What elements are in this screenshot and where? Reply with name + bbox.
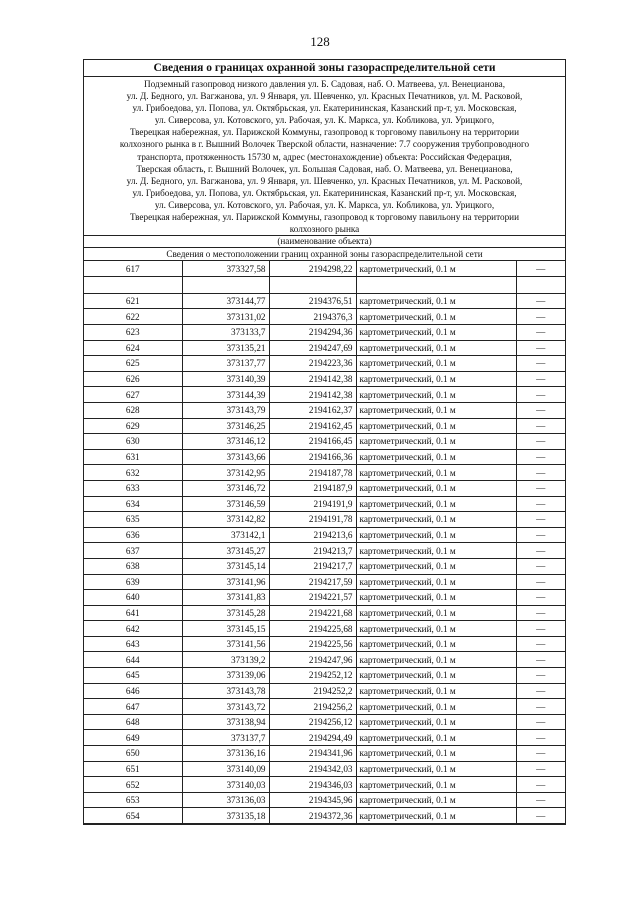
cell-coord-y: 2194294,49 <box>269 730 356 746</box>
cell-method: картометрический, 0.1 м <box>356 730 516 746</box>
cell-coord-y: 2194247,69 <box>269 340 356 356</box>
cell-point-number: 630 <box>84 434 182 450</box>
cell-method: картометрический, 0.1 м <box>356 325 516 341</box>
cell-coord-y: 2194225,68 <box>269 621 356 637</box>
cell-point-number: 642 <box>84 621 182 637</box>
table-row <box>84 808 565 824</box>
cell-coord-y: 2194162,45 <box>269 418 356 434</box>
cell-method <box>356 276 516 293</box>
cell-accuracy-dash: — <box>516 356 565 372</box>
cell-point-number: 647 <box>84 699 182 715</box>
description-line: Тверская область, г. Вышний Волочек, ул. Большая Садовая, наб. О. Матвеева, ул. Венецианова, <box>136 163 513 174</box>
cell-accuracy-dash: — <box>516 777 565 793</box>
cell-method: картометрический, 0.1 м <box>356 761 516 777</box>
cell-accuracy-dash: — <box>516 480 565 496</box>
cell-coord-x: 373142,95 <box>182 465 269 481</box>
cell-coord-y: 2194298,22 <box>269 261 356 276</box>
cell-coord-x: 373140,09 <box>182 761 269 777</box>
table-row <box>84 512 565 528</box>
table-row <box>84 777 565 793</box>
table-row <box>84 574 565 590</box>
description-line: колхозного рынка <box>289 224 360 235</box>
form-title: Сведения о границах охранной зоны газораспределительной сети <box>84 60 565 77</box>
table-row <box>84 418 565 434</box>
cell-point-number: 628 <box>84 402 182 418</box>
cell-accuracy-dash: — <box>516 714 565 730</box>
cell-coord-y: 2194223,36 <box>269 356 356 372</box>
table-row <box>84 730 565 746</box>
cell-accuracy-dash: — <box>516 574 565 590</box>
cell-method: картометрический, 0.1 м <box>356 402 516 418</box>
cell-accuracy-dash: — <box>516 543 565 559</box>
table-row <box>84 276 565 293</box>
table-row <box>84 652 565 668</box>
cell-accuracy-dash: — <box>516 496 565 512</box>
cell-accuracy-dash: — <box>516 293 565 309</box>
cell-coord-y: 2194341,96 <box>269 746 356 762</box>
table-row <box>84 449 565 465</box>
cell-coord-y: 2194294,36 <box>269 325 356 341</box>
cell-coord-x: 373142,1 <box>182 527 269 543</box>
cell-coord-x: 373142,82 <box>182 512 269 528</box>
cell-point-number: 633 <box>84 480 182 496</box>
table-row <box>84 590 565 606</box>
cell-coord-x: 373146,25 <box>182 418 269 434</box>
description-line: колхозного рынка в г. Вышний Волочек Тверской области, назначение: 7.7 сооружения трубопроводного <box>119 139 530 150</box>
cell-method: картометрический, 0.1 м <box>356 699 516 715</box>
cell-accuracy-dash: — <box>516 605 565 621</box>
cell-point-number: 639 <box>84 574 182 590</box>
cell-coord-x: 373133,7 <box>182 325 269 341</box>
description-line: ул. Грибоедова, ул. Попова, ул. Октябрьская, ул. Екатерининская, Казанский пр-т, ул. Московская, <box>132 187 517 198</box>
cell-accuracy-dash: — <box>516 340 565 356</box>
cell-coord-y: 2194225,56 <box>269 636 356 652</box>
cell-method: картометрический, 0.1 м <box>356 574 516 590</box>
cell-point-number: 634 <box>84 496 182 512</box>
cell-coord-x: 373135,21 <box>182 340 269 356</box>
cell-method: картометрический, 0.1 м <box>356 558 516 574</box>
cell-accuracy-dash: — <box>516 465 565 481</box>
cell-coord-x: 373144,77 <box>182 293 269 309</box>
table-row <box>84 371 565 387</box>
cell-method: картометрический, 0.1 м <box>356 808 516 824</box>
table-row <box>84 434 565 450</box>
cell-accuracy-dash: — <box>516 792 565 808</box>
cell-point-number: 652 <box>84 777 182 793</box>
cell-coord-x: 373144,39 <box>182 387 269 403</box>
cell-point-number: 650 <box>84 746 182 762</box>
cell-accuracy-dash: — <box>516 387 565 403</box>
cell-method: картометрический, 0.1 м <box>356 668 516 684</box>
cell-accuracy-dash: — <box>516 668 565 684</box>
cell-point-number: 635 <box>84 512 182 528</box>
cell-method: картометрический, 0.1 м <box>356 261 516 276</box>
cell-accuracy-dash: — <box>516 636 565 652</box>
cell-coord-x: 373145,27 <box>182 543 269 559</box>
cell-accuracy-dash: — <box>516 261 565 276</box>
cell-point-number: 631 <box>84 449 182 465</box>
cell-method: картометрический, 0.1 м <box>356 309 516 325</box>
table-row <box>84 621 565 637</box>
cell-coord-x: 373131,02 <box>182 309 269 325</box>
cell-point-number: 641 <box>84 605 182 621</box>
cell-point-number: 646 <box>84 683 182 699</box>
cell-method: картометрический, 0.1 м <box>356 449 516 465</box>
table-row <box>84 309 565 325</box>
cell-point-number <box>84 276 182 293</box>
cell-coord-x: 373145,14 <box>182 558 269 574</box>
cell-accuracy-dash: — <box>516 621 565 637</box>
object-description <box>84 77 565 235</box>
table-row <box>84 714 565 730</box>
coordinates-table <box>84 261 565 824</box>
cell-coord-x: 373139,2 <box>182 652 269 668</box>
cell-point-number: 637 <box>84 543 182 559</box>
cell-accuracy-dash: — <box>516 402 565 418</box>
cell-coord-x: 373135,18 <box>182 808 269 824</box>
cell-point-number: 629 <box>84 418 182 434</box>
cell-coord-x: 373137,7 <box>182 730 269 746</box>
cell-accuracy-dash: — <box>516 730 565 746</box>
table-row <box>84 683 565 699</box>
cell-coord-y: 2194252,12 <box>269 668 356 684</box>
cell-coord-x: 373146,72 <box>182 480 269 496</box>
cell-coord-y: 2194252,2 <box>269 683 356 699</box>
cell-coord-x: 373140,03 <box>182 777 269 793</box>
page-number: 128 <box>310 34 330 49</box>
table-row <box>84 761 565 777</box>
cell-accuracy-dash: — <box>516 746 565 762</box>
cell-accuracy-dash: — <box>516 590 565 606</box>
cell-coord-x: 373327,58 <box>182 261 269 276</box>
cell-coord-y: 2194256,2 <box>269 699 356 715</box>
cell-coord-x: 373145,28 <box>182 605 269 621</box>
cell-method: картометрический, 0.1 м <box>356 418 516 434</box>
description-line: ул. Сиверсова, ул. Котовского, ул. Рабочая, ул. К. Маркса, ул. Кобликова, ул. Урицкого, <box>154 115 495 126</box>
cell-method: картометрический, 0.1 м <box>356 512 516 528</box>
cell-coord-y <box>269 276 356 293</box>
cell-coord-x: 373146,59 <box>182 496 269 512</box>
object-name-caption: (наименование объекта) <box>84 235 565 247</box>
cell-coord-y: 2194342,03 <box>269 761 356 777</box>
cell-coord-y: 2194376,51 <box>269 293 356 309</box>
cell-method: картометрический, 0.1 м <box>356 683 516 699</box>
cell-accuracy-dash: — <box>516 325 565 341</box>
table-row <box>84 527 565 543</box>
cell-accuracy-dash: — <box>516 761 565 777</box>
cell-point-number: 617 <box>84 261 182 276</box>
cell-method: картометрический, 0.1 м <box>356 543 516 559</box>
cell-method: картометрический, 0.1 м <box>356 636 516 652</box>
cell-coord-x: 373137,77 <box>182 356 269 372</box>
cell-method: картометрический, 0.1 м <box>356 792 516 808</box>
cell-accuracy-dash: — <box>516 371 565 387</box>
cell-point-number: 648 <box>84 714 182 730</box>
table-row <box>84 465 565 481</box>
cell-coord-x: 373138,94 <box>182 714 269 730</box>
table-row <box>84 792 565 808</box>
cell-coord-y: 2194346,03 <box>269 777 356 793</box>
description-line: Подземный газопровод низкого давления ул. Б. Садовая, наб. О. Матвеева, ул. Венецианова, <box>144 79 505 89</box>
cell-accuracy-dash: — <box>516 449 565 465</box>
table-row <box>84 543 565 559</box>
cell-coord-y: 2194247,96 <box>269 652 356 668</box>
table-row <box>84 387 565 403</box>
cell-accuracy-dash: — <box>516 808 565 824</box>
cell-point-number: 643 <box>84 636 182 652</box>
cell-accuracy-dash: — <box>516 652 565 668</box>
cell-method: картометрический, 0.1 м <box>356 293 516 309</box>
cell-accuracy-dash: — <box>516 699 565 715</box>
cell-coord-x: 373145,15 <box>182 621 269 637</box>
cell-accuracy-dash <box>516 276 565 293</box>
cell-coord-y: 2194256,12 <box>269 714 356 730</box>
cell-accuracy-dash: — <box>516 434 565 450</box>
cell-coord-y: 2194191,9 <box>269 496 356 512</box>
cell-coord-x: 373143,79 <box>182 402 269 418</box>
cell-method: картометрический, 0.1 м <box>356 590 516 606</box>
cell-point-number: 627 <box>84 387 182 403</box>
table-row <box>84 402 565 418</box>
cell-coord-x: 373141,83 <box>182 590 269 606</box>
cell-coord-y: 2194191,78 <box>269 512 356 528</box>
cell-method: картометрический, 0.1 м <box>356 387 516 403</box>
cell-accuracy-dash: — <box>516 418 565 434</box>
cell-coord-y: 2194345,96 <box>269 792 356 808</box>
cell-method: картометрический, 0.1 м <box>356 340 516 356</box>
cell-point-number: 654 <box>84 808 182 824</box>
table-row <box>84 261 565 276</box>
cell-point-number: 636 <box>84 527 182 543</box>
cell-point-number: 624 <box>84 340 182 356</box>
cell-method: картометрический, 0.1 м <box>356 605 516 621</box>
cell-coord-y: 2194162,37 <box>269 402 356 418</box>
cell-coord-y: 2194166,45 <box>269 434 356 450</box>
cell-coord-y: 2194372,36 <box>269 808 356 824</box>
cell-coord-x: 373139,06 <box>182 668 269 684</box>
cell-method: картометрический, 0.1 м <box>356 465 516 481</box>
cell-point-number: 651 <box>84 761 182 777</box>
cell-method: картометрический, 0.1 м <box>356 496 516 512</box>
table-row <box>84 496 565 512</box>
cell-method: картометрический, 0.1 м <box>356 746 516 762</box>
cell-method: картометрический, 0.1 м <box>356 371 516 387</box>
cell-coord-x: 373146,12 <box>182 434 269 450</box>
cell-point-number: 644 <box>84 652 182 668</box>
description-line: ул. Д. Бедного, ул. Вагжанова, ул. 9 Января, ул. Шевченко, ул. Красных Печатников, ул. М. Расковой, <box>126 91 523 102</box>
cell-point-number: 653 <box>84 792 182 808</box>
cell-coord-y: 2194221,57 <box>269 590 356 606</box>
cell-method: картометрический, 0.1 м <box>356 714 516 730</box>
description-line: ул. Грибоедова, ул. Попова, ул. Октябрьская, ул. Екатерининская, Казанский пр-т, ул. Московская, <box>132 103 517 114</box>
cell-point-number: 632 <box>84 465 182 481</box>
cell-accuracy-dash: — <box>516 527 565 543</box>
cell-accuracy-dash: — <box>516 683 565 699</box>
table-row <box>84 356 565 372</box>
cell-method: картометрический, 0.1 м <box>356 621 516 637</box>
cell-method: картометрический, 0.1 м <box>356 527 516 543</box>
cell-accuracy-dash: — <box>516 558 565 574</box>
description-line: транспорта, протяженность 15730 м, адрес (местонахождение) объекта: Российская Федерация, <box>137 151 512 162</box>
description-line: Тверецкая набережная, ул. Парижской Коммуны, газопровод к торговому павильону на территории <box>129 127 520 138</box>
cell-coord-x <box>182 276 269 293</box>
cell-coord-y: 2194187,9 <box>269 480 356 496</box>
cell-point-number: 638 <box>84 558 182 574</box>
boundary-info-form <box>83 59 566 825</box>
table-row <box>84 558 565 574</box>
cell-coord-y: 2194187,78 <box>269 465 356 481</box>
cell-coord-y: 2194213,7 <box>269 543 356 559</box>
cell-point-number: 621 <box>84 293 182 309</box>
table-row <box>84 746 565 762</box>
table-row <box>84 340 565 356</box>
cell-method: картометрический, 0.1 м <box>356 434 516 450</box>
cell-method: картометрический, 0.1 м <box>356 480 516 496</box>
cell-coord-x: 373141,56 <box>182 636 269 652</box>
cell-coord-y: 2194213,6 <box>269 527 356 543</box>
table-row <box>84 325 565 341</box>
cell-point-number: 623 <box>84 325 182 341</box>
cell-coord-x: 373143,78 <box>182 683 269 699</box>
cell-coord-x: 373136,16 <box>182 746 269 762</box>
cell-point-number: 626 <box>84 371 182 387</box>
cell-coord-x: 373140,39 <box>182 371 269 387</box>
table-row <box>84 636 565 652</box>
cell-point-number: 645 <box>84 668 182 684</box>
table-row <box>84 293 565 309</box>
cell-coord-y: 2194221,68 <box>269 605 356 621</box>
table-row <box>84 699 565 715</box>
cell-coord-y: 2194217,7 <box>269 558 356 574</box>
cell-coord-y: 2194217,59 <box>269 574 356 590</box>
cell-coord-y: 2194166,36 <box>269 449 356 465</box>
table-row <box>84 480 565 496</box>
cell-coord-x: 373143,66 <box>182 449 269 465</box>
cell-coord-x: 373143,72 <box>182 699 269 715</box>
cell-coord-y: 2194142,38 <box>269 387 356 403</box>
cell-point-number: 625 <box>84 356 182 372</box>
description-line: ул. Д. Бедного, ул. Вагжанова, ул. 9 Января, ул. Шевченко, ул. Красных Печатников, ул. М. Расковой, <box>126 175 523 186</box>
cell-coord-y: 2194142,38 <box>269 371 356 387</box>
cell-method: картометрический, 0.1 м <box>356 777 516 793</box>
description-line: Тверецкая набережная, ул. Парижской Коммуны, газопровод к торговому павильону на территории <box>129 212 520 223</box>
cell-method: картометрический, 0.1 м <box>356 652 516 668</box>
cell-method: картометрический, 0.1 м <box>356 356 516 372</box>
cell-point-number: 622 <box>84 309 182 325</box>
cell-coord-x: 373136,03 <box>182 792 269 808</box>
table-row <box>84 668 565 684</box>
location-caption: Сведения о местоположении границ охранной зоны газораспределительной сети <box>84 247 565 261</box>
description-line: ул. Сиверсова, ул. Котовского, ул. Рабочая, ул. К. Маркса, ул. Кобликова, ул. Урицкого, <box>154 199 495 210</box>
cell-coord-x: 373141,96 <box>182 574 269 590</box>
cell-point-number: 640 <box>84 590 182 606</box>
cell-accuracy-dash: — <box>516 512 565 528</box>
cell-coord-y: 2194376,3 <box>269 309 356 325</box>
cell-accuracy-dash: — <box>516 309 565 325</box>
table-row <box>84 605 565 621</box>
cell-point-number: 649 <box>84 730 182 746</box>
